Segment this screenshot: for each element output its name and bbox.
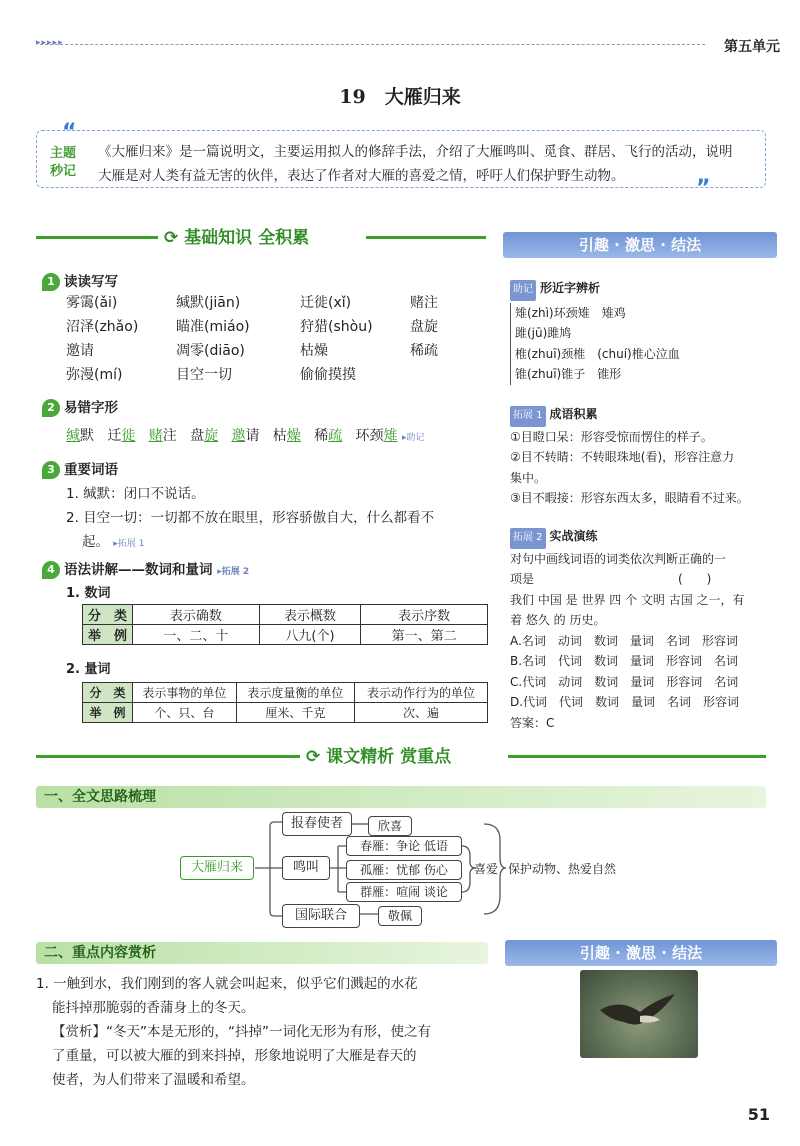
side-block-1: 助记 形近字辨析 雉(zhì)环颈雉 雉鸡 雎(jū)雎鸠 椎(zhuī)颈椎 (chuí)椎心泣血 锥(zhuī)锥子 锥形 — [510, 278, 680, 385]
s3-head: 3 重要词语 — [42, 458, 118, 479]
mindmap-node: 国际联合 — [282, 904, 360, 928]
word: 枯燥 — [300, 343, 328, 359]
s3-body: 1. 缄默：闭口不说话。 2. 目空一切：一切都不放在眼里，形容骄傲自大，什么都看不 起。 ▸拓展 1 — [66, 486, 435, 550]
number-badge-icon: 2 — [42, 399, 60, 417]
error-prone-chars: 缄默 迁徙 赌注 盘旋 邀请 枯燥 稀疏 环颈雉 ▸助记 — [66, 428, 425, 444]
summary-text: 《大雁归来》是一篇说明文，主要运用拟人的修辞手法，介绍了大雁鸣叫、觅食、群居、飞行的活动，说明 大雁是对人类有益无害的伙伴，表达了作者对大雁的喜爱之情，呼吁人们保护野生动物。 — [98, 144, 733, 184]
word: 稀疏 — [410, 343, 438, 359]
quote-close-icon: ” — [696, 176, 711, 201]
classifier-table: 分 类 表示事物的单位 表示度量衡的单位 表示动作行为的单位 举 例 个、只、台 厘米、千克 次、遍 — [82, 682, 488, 723]
word: 弥漫(mí) — [66, 367, 123, 383]
analysis-block: 1. 一触到水，我们刚到的客人就会叫起来，似乎它们溅起的水花 能抖掉那脆弱的香蒲身上的冬天。 【赏析】“冬天”本是无形的，“抖掉”一词化无形为有形，使之有 了重量，可以被大雁的到来抖掉，形象地说明了大雁是春天的 使者，为人们带来了温暖和希望。 — [36, 976, 431, 1088]
mindmap-node: 孤雁：忧郁 伤心 — [346, 860, 462, 880]
word: 邀请 — [66, 343, 94, 359]
section2-bar-left — [36, 755, 300, 758]
header-rule — [40, 44, 705, 45]
quote-open-icon: “ — [62, 120, 77, 145]
word: 目空一切 — [176, 367, 232, 383]
unit-label: 第五单元 — [724, 39, 780, 55]
word: 沼泽(zhǎo) — [66, 319, 139, 335]
s4-head: 4 语法讲解——数词和量词 ▸拓展 2 — [42, 558, 249, 579]
analysis-label: 【赏析】“冬天”本是无形的，“抖掉”一词化无形为有形，使之有 — [52, 1024, 431, 1040]
part1-bar: 一、全文思路梳理 — [36, 786, 766, 808]
part2-bar: 二、重点内容赏析 — [36, 942, 488, 964]
word: 缄默(jiān) — [176, 295, 241, 311]
summary-label: 主题 秒记 — [49, 146, 76, 179]
side-banner-2: 引趣 · 激思 · 结法 — [505, 940, 777, 966]
word: 偷偷摸摸 — [300, 367, 356, 383]
mindmap-node: 报春使者 — [282, 812, 352, 836]
s4-sub1: 1. 数词 — [66, 586, 111, 601]
number-badge-icon: 3 — [42, 461, 60, 479]
mindmap-node: 欣喜 — [368, 816, 412, 836]
mindmap-node: 敬佩 — [378, 906, 422, 926]
tag-tuozhan1: ▸拓展 1 — [113, 539, 145, 549]
s2-head: 2 易错字形 — [42, 396, 118, 417]
section-bar-right — [366, 236, 486, 239]
section1-title: ⟳ 基础知识 全积累 — [164, 228, 310, 248]
page-number: 51 — [747, 1105, 770, 1124]
word: 狩猎(shòu) — [300, 319, 373, 335]
section2-title: ⟳ 课文精析 赏重点 — [306, 747, 452, 767]
header-decoration: ▸▸▸▸▸ — [36, 38, 64, 48]
side-block-2: 拓展 1 成语积累 ①目瞪口呆：形容受惊而愣住的样子。 ②目不转睛：不转眼珠地(看)，形容注意力 集中。 ③目不暇接：形容东西太多，眼睛看不过来。 — [510, 407, 749, 505]
word: 迁徙(xǐ) — [300, 295, 352, 311]
word: 雾霭(ǎi) — [66, 295, 118, 311]
mindmap-node: 喜爱 — [474, 862, 499, 876]
number-badge-icon: 4 — [42, 561, 60, 579]
side-banner: 引趣 · 激思 · 结法 — [503, 232, 777, 258]
word: 赌注 — [410, 295, 438, 311]
goose-icon — [580, 970, 698, 1058]
goose-photo — [580, 970, 698, 1058]
lesson-title: 19 大雁归来 — [339, 86, 461, 108]
mindmap-root: 大雁归来 — [180, 856, 254, 880]
word: 瞄准(miáo) — [176, 319, 250, 335]
mindmap-node: 鸣叫 — [282, 856, 330, 880]
numeral-table: 分 类 表示确数 表示概数 表示序数 举 例 一、二、十 八九(个) 第一、第二 — [82, 604, 488, 645]
word: 凋零(diāo) — [176, 343, 245, 359]
tag-tuozhan2: ▸拓展 2 — [217, 567, 250, 577]
number-badge-icon: 1 — [42, 273, 60, 291]
word: 盘旋 — [410, 319, 438, 335]
side-block-3: 拓展 2 实战演练 对句中画线词语的词类依次判断正确的一 项是 ( ) 我们 中国 是 世界 四 个 文明 古国 之一，有 着 悠久 的 历史。 A.名词 动词 数词 量词 名词 形容词 B.名词 代词 数词 量词 形容词 名词 C.代词 动词 数词 量词 形容词 名词 D.代词 代词 数词 量词 名词 形容词 答案：C — [510, 529, 745, 730]
section-bar-left — [36, 236, 158, 239]
s4-sub2: 2. 量词 — [66, 662, 111, 677]
section2-bar-right — [508, 755, 766, 758]
mindmap-node: 春雁：争论 低语 — [346, 836, 462, 856]
tag-zhuji: ▸助记 — [401, 433, 425, 443]
mindmap-node: 群雁：喧闹 谈论 — [346, 882, 462, 902]
mindmap-conclusion: 保护动物、热爱自然 — [508, 862, 617, 876]
s1-head: 1 读读写写 — [42, 270, 118, 291]
